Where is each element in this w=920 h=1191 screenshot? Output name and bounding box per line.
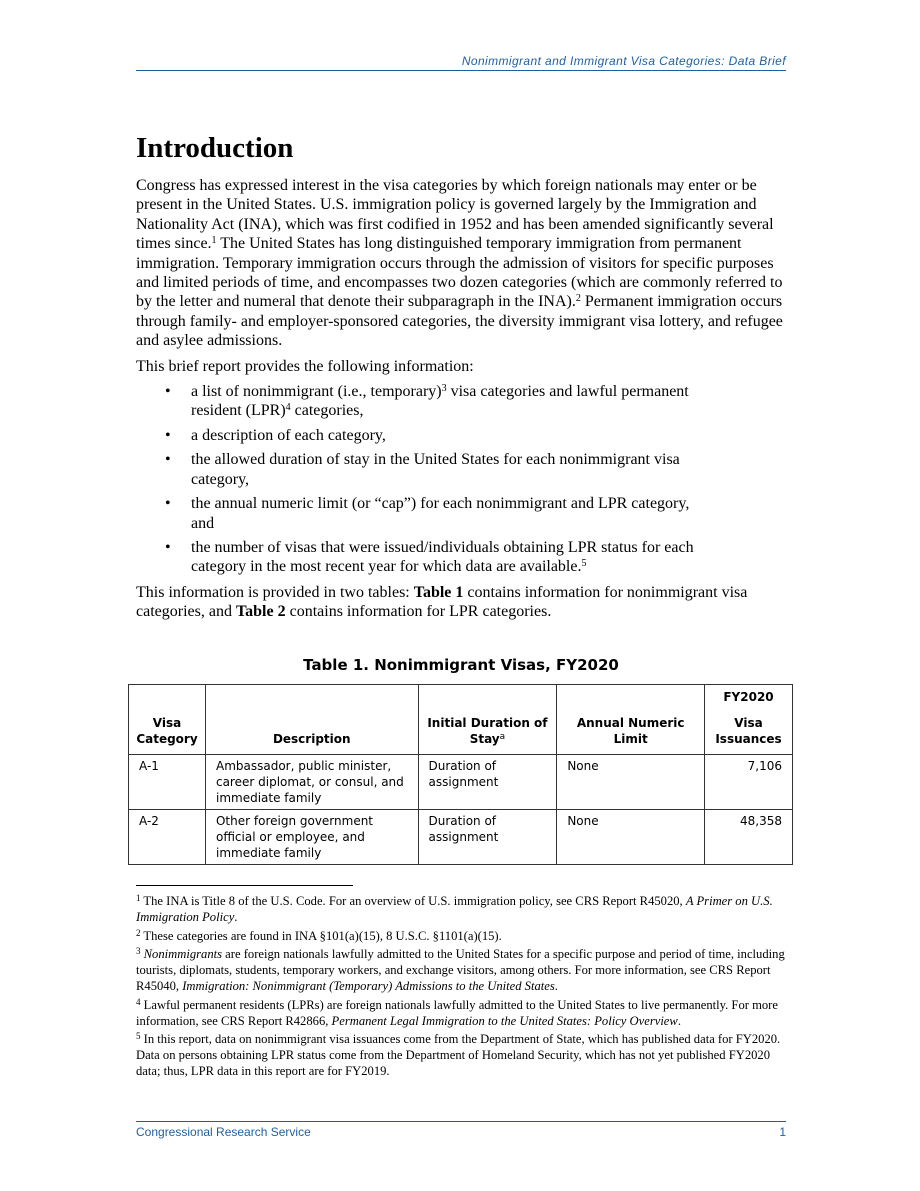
- footnote-divider: [136, 885, 353, 886]
- text-run: The United States has long distinguished temporary immigration from permanent immigration. Temporary immigration occurs through the admission of visitors for specific purposes and limited periods of time, and encompasses two dozen categories (which are commonly referred to by the letter and numeral that denote their subparagraph in the INA).: [136, 235, 783, 311]
- report-title: A Primer on U.S. Immigration Policy: [136, 893, 773, 924]
- footnote-ref-4[interactable]: 4: [285, 402, 291, 414]
- text-run: Permanent immigration occurs through family- and employer-sponsored categories, the diversity immigrant visa lottery, and refugee and asylee admissions.: [136, 293, 783, 350]
- footnote-number: 5: [136, 1031, 141, 1042]
- text-run: .: [554, 978, 558, 993]
- list-item: • the annual numeric limit (or “cap”) for each nonimmigrant and LPR category, and: [136, 494, 716, 533]
- footnote-3: [136, 947, 786, 994]
- column-header-limit: Annual Numeric Limit: [557, 684, 705, 754]
- table-row: [129, 754, 793, 809]
- text-run: This information is provided in two tables:: [136, 583, 414, 601]
- header-text: Visa Issuances: [715, 715, 782, 746]
- footnote-5: [136, 1032, 786, 1079]
- intro-paragraph-3: [136, 583, 786, 622]
- page-body: [136, 130, 786, 1083]
- text-run: .: [234, 909, 238, 924]
- cell-duration: Duration of assignment: [418, 754, 557, 809]
- intro-paragraph-1: [136, 176, 786, 351]
- footnote-number: 2: [136, 927, 141, 938]
- cell-category: A-1: [129, 754, 206, 809]
- text-run: contains information for nonimmigrant visa categories, and: [136, 583, 748, 621]
- page-footer: [136, 1121, 786, 1139]
- table-1-reference[interactable]: Table 1: [413, 583, 464, 601]
- table-row: [129, 809, 793, 864]
- footnote-number: 1: [136, 892, 141, 903]
- cell-duration: Duration of assignment: [418, 809, 557, 864]
- text-run: contains information for LPR categories.: [285, 603, 552, 621]
- footnote-4: [136, 998, 786, 1030]
- footnote-number: 4: [136, 996, 141, 1007]
- text-run: are foreign nationals lawfully admitted to the United States for a specific purpose and period of time, including tourists, diplomats, students, temporary workers, and exchange visitors, among others. For more information, see CRS Report R45040,: [136, 947, 785, 993]
- table-header-row: [129, 684, 793, 754]
- list-item: [136, 382, 716, 421]
- header-text: Initial Duration of Stay: [427, 715, 548, 746]
- text-run: Congress has expressed interest in the visa categories by which foreign nationals may enter or be present in the United States. U.S. immigration policy is governed largely by the Immigration and Nationality Act (INA), which was first codified in 1952 and has been amended significantly several times since.: [136, 177, 774, 253]
- publisher-name: Congressional Research Service: [136, 1125, 311, 1139]
- cell-category: A-2: [129, 809, 206, 864]
- footnote-ref-1[interactable]: 1: [211, 235, 217, 247]
- table-title: Table 1. Nonimmigrant Visas, FY2020: [303, 655, 619, 674]
- cell-description: Ambassador, public minister, career diplomat, or consul, and immediate family: [205, 754, 418, 809]
- footnote-ref-2[interactable]: 2: [575, 293, 581, 305]
- table-2-reference[interactable]: Table 2: [235, 603, 286, 621]
- footnote-number: 3: [136, 946, 141, 957]
- nonimmigrant-visa-table: [128, 684, 793, 865]
- list-item: [136, 538, 716, 577]
- footnote-2: [136, 929, 786, 945]
- cell-issuances: 7,106: [705, 754, 793, 809]
- page-number: 1: [779, 1125, 786, 1139]
- table-note-ref: a: [499, 731, 506, 742]
- text-run: categories,: [290, 402, 364, 420]
- footnote-1: [136, 894, 786, 926]
- section-heading: Introduction: [136, 132, 294, 164]
- cell-description: Other foreign government official or employee, and immediate family: [205, 809, 418, 864]
- column-header-description: Description: [205, 684, 418, 754]
- column-header-category: Visa Category: [129, 684, 206, 754]
- info-list: [136, 382, 786, 577]
- footnotes: [136, 894, 786, 1080]
- text-run: .: [677, 1013, 681, 1028]
- running-title: Nonimmigrant and Immigrant Visa Categories: Data Brief: [461, 54, 786, 68]
- intro-paragraph-2: This brief report provides the following information:: [136, 357, 474, 375]
- running-header: [136, 54, 786, 71]
- column-header-issuances: [705, 684, 793, 754]
- footnote-ref-3[interactable]: 3: [441, 383, 447, 395]
- cell-issuances: 48,358: [705, 809, 793, 864]
- cell-limit: None: [557, 754, 705, 809]
- text-run: the number of visas that were issued/individuals obtaining LPR status for each category in the most recent year for which data are available.: [191, 538, 694, 576]
- cell-limit: None: [557, 809, 705, 864]
- column-header-duration: [418, 684, 557, 754]
- header-year: FY2020: [723, 689, 774, 704]
- text-run: Lawful permanent residents (LPRs) are foreign nationals lawfully admitted to the United States to live permanently. For more information, see CRS Report R42866,: [136, 997, 778, 1028]
- footnote-ref-5[interactable]: 5: [581, 558, 587, 570]
- text-run: In this report, data on nonimmigrant visa issuances come from the Department of State, which has published data for FY2020. Data on persons obtaining LPR status come from the Department of Homeland Security, which has not yet published FY2020 data; thus, LPR data in this report are for FY2019.: [136, 1032, 781, 1078]
- report-title: Permanent Legal Immigration to the United States: Policy Overview: [331, 1013, 678, 1028]
- text-run: The INA is Title 8 of the U.S. Code. For an overview of U.S. immigration policy, see CRS Report R45020,: [143, 893, 686, 908]
- text-run: a list of nonimmigrant (i.e., temporary): [191, 383, 442, 401]
- list-item: • the allowed duration of stay in the United States for each nonimmigrant visa category,: [136, 450, 716, 489]
- text-run: visa categories and lawful permanent resident (LPR): [191, 383, 689, 420]
- list-item: • a description of each category,: [136, 426, 716, 445]
- report-title: Immigration: Nonimmigrant (Temporary) Admissions to the United States: [182, 978, 555, 993]
- text-run: These categories are found in INA §101(a)(15), 8 U.S.C. §1101(a)(15).: [143, 928, 502, 943]
- term: Nonimmigrants: [143, 947, 223, 962]
